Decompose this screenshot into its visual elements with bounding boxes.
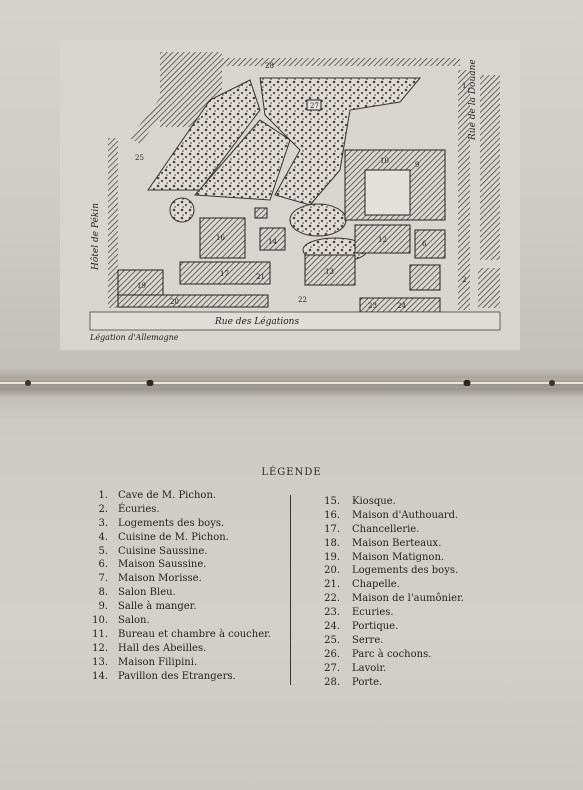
legend-label: Bureau et chambre à coucher. (118, 628, 271, 640)
legend-item (78, 642, 283, 656)
legend-item (318, 523, 478, 537)
legend-label: Chancellerie. (352, 523, 420, 535)
legend-item (78, 517, 283, 531)
legend-label: Lavoir. (352, 662, 387, 674)
legend-item (318, 509, 478, 523)
legend-item (78, 600, 283, 614)
legend-label: Chapelle. (352, 579, 400, 591)
garden-small (170, 198, 194, 222)
legend-number: 21. (324, 579, 340, 591)
legend-item (318, 606, 478, 620)
neighbor-block-right (480, 75, 500, 260)
legend-item (78, 489, 283, 503)
map-number: 21 (256, 273, 265, 281)
legend-item (318, 634, 478, 648)
legend-number: 22. (324, 593, 340, 605)
map-number: 28 (265, 62, 274, 70)
legend-number: 11. (92, 628, 108, 640)
legend-number: 19. (324, 551, 340, 563)
compound-top-wall (190, 58, 460, 66)
neighbor-block-right-low (478, 268, 500, 308)
map-number: 9 (415, 161, 420, 169)
legend-label: Salon Bleu. (118, 587, 176, 599)
map-number: 13 (325, 268, 334, 276)
street-label-right: Rue de la Douane (468, 59, 478, 140)
legend-number: 15. (324, 496, 340, 507)
corner-label: Légation d'Allemagne (90, 333, 179, 342)
legend-item (318, 592, 478, 606)
legend-item (318, 620, 478, 634)
binding-thread (0, 380, 583, 386)
legend-label: Cuisine de M. Pichon. (118, 531, 229, 543)
legend-number: 18. (324, 537, 340, 549)
legend-number: 24. (324, 621, 340, 633)
legend-label: Cuisine Saussine. (118, 545, 208, 557)
legend-label: Cave de M. Pichon. (118, 490, 217, 501)
legend-label: Maison Filipini. (118, 656, 198, 668)
compound-left-wall (108, 138, 118, 308)
legend-item (78, 572, 283, 586)
legend-item (78, 670, 283, 684)
legend-item (318, 648, 478, 662)
legend-number: 6. (98, 559, 108, 571)
legend-left-column (78, 489, 283, 683)
street-label-left: Hôtel de Pékin (91, 202, 101, 270)
legend-label: Porte. (352, 676, 383, 688)
legend-item (318, 564, 478, 578)
map-number: 2 (462, 276, 467, 284)
legend-item (78, 628, 283, 642)
legend-number: 7. (98, 573, 108, 585)
legend-item (78, 503, 283, 517)
legend-right-column (318, 495, 478, 689)
map-number: 14 (268, 238, 277, 246)
legend-number: 26. (324, 648, 340, 660)
legend-number: 3. (98, 517, 108, 529)
legend-item (318, 537, 478, 551)
legend-number: 13. (92, 656, 108, 668)
legend-number: 10. (92, 615, 108, 627)
map-number: 16 (216, 234, 225, 242)
legend-label: Ecuries. (352, 607, 394, 619)
legend-number: 27. (324, 662, 340, 674)
map-number: 25 (135, 154, 144, 162)
courtyard (365, 170, 410, 215)
legend-item (78, 545, 283, 559)
legend-number: 4. (98, 531, 108, 543)
garden-oval (290, 204, 346, 236)
legend-number: 20. (324, 565, 340, 577)
building-6 (415, 230, 445, 258)
legend-item (78, 531, 283, 545)
legend-number: 25. (324, 634, 340, 646)
legend-number: 23. (324, 607, 340, 619)
building-20 (118, 295, 268, 307)
legend-number: 16. (324, 509, 340, 521)
legend-label: Salle à manger. (118, 601, 197, 613)
legend-number: 28. (324, 676, 340, 688)
legend-item (318, 495, 478, 509)
building-15 (255, 208, 267, 218)
legend-label: Logements des boys. (118, 517, 225, 529)
legend-label: Maison Morisse. (118, 573, 202, 585)
legend-number: 5. (98, 545, 108, 557)
legend-number: 17. (324, 523, 340, 535)
legend-number: 1. (98, 490, 108, 501)
legend-item (318, 676, 478, 690)
legend-label: Salon. (118, 615, 150, 627)
map-number: 22 (298, 296, 307, 304)
legend-number: 8. (98, 587, 108, 599)
building-7 (410, 265, 440, 290)
legend-label: Kiosque. (352, 496, 396, 507)
legend-item (78, 558, 283, 572)
legend-item (318, 551, 478, 565)
legend-item (78, 614, 283, 628)
legend-item (78, 586, 283, 600)
map-number: 24 (397, 302, 406, 310)
legend-number: 9. (98, 601, 108, 613)
legend-divider (290, 495, 291, 685)
map-number: 23 (368, 302, 377, 310)
map-number: 10 (380, 157, 389, 165)
legend-label: Maison Saussine. (118, 559, 207, 571)
map-number: 19 (137, 282, 146, 290)
map-number: 6 (422, 240, 427, 248)
map-number: 12 (378, 236, 387, 244)
legation-plan-map (60, 40, 520, 350)
legend-number: 12. (92, 642, 108, 654)
legend-label: Portique. (352, 621, 399, 633)
legend-label: Pavillon des Etrangers. (118, 670, 236, 682)
legend-label: Maison Matignon. (352, 551, 445, 563)
map-number: 1 (462, 82, 467, 90)
legend-title: LÉGENDE (261, 467, 322, 478)
legend-label: Maison Berteaux. (352, 537, 442, 549)
legend-label: Maison de l'aumônier. (352, 593, 464, 605)
legend-label: Hall des Abeilles. (118, 642, 207, 654)
legend-number: 2. (98, 503, 108, 515)
legend-label: Écuries. (118, 503, 160, 515)
legend-number: 14. (92, 670, 108, 682)
legend-label: Parc à cochons. (352, 648, 432, 660)
map-number: 27 (310, 102, 319, 110)
legend-label: Serre. (352, 634, 384, 646)
map-number: 17 (220, 270, 229, 278)
legend-item (318, 578, 478, 592)
legend-label: Logements des boys. (352, 565, 459, 577)
street-label-bottom: Rue des Légations (215, 317, 300, 327)
map-number: 20 (170, 298, 179, 306)
legend-item (78, 656, 283, 670)
legend-item (318, 662, 478, 676)
legend-label: Maison d'Authouard. (352, 509, 459, 521)
